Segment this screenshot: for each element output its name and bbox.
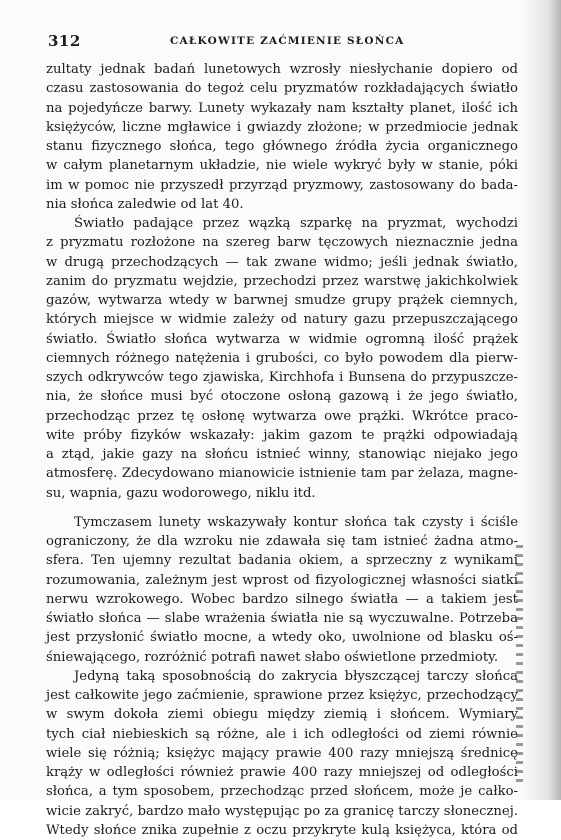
text-line: nia, że słońce musi być otoczone osłoną gazową i że jego światło, bbox=[46, 389, 518, 405]
text-line: czasu zastosowania do tegoż celu pryzmatów rozkładających światło bbox=[46, 81, 518, 97]
body-text bbox=[46, 60, 518, 840]
text-line: rozumowania, zależnym jest wprost od fizyologicznej własności siatki bbox=[46, 572, 518, 588]
text-line: słońca, a tym sposobem, przechodząc przed słońcem, może je całko- bbox=[46, 784, 518, 800]
page-edge-shadow bbox=[521, 0, 561, 800]
text-line: sfera. Ten ujemny rezultat badania okiem, a sprzeczny z wynikami bbox=[46, 553, 518, 569]
text-line: księżyców, liczne mgławice i gwiazdy złożone; w przedmiocie jednak bbox=[46, 119, 518, 135]
text-line: gazów, wytwarza wtedy w barwnej smudze grupy prążek ciemnych, bbox=[46, 293, 518, 308]
text-line: światło słońca — slabe wrażenia światła nie są wyczuwalne. Potrzeba bbox=[46, 611, 518, 626]
text-line: śniewającego, rozróżnić potrafi nawet słabo oświetlone przedmioty. bbox=[46, 649, 499, 665]
page-header bbox=[48, 32, 518, 50]
text-line: w całym planetarnym układzie, nie wiele wykryć były w stanie, póki bbox=[46, 158, 518, 174]
text-line: Jedyną taką sposobnością do zakrycia błyszczącej tarczy słońca bbox=[74, 668, 518, 684]
text-line: Tymczasem lunety wskazywały kontur słońca tak czysty i ściśle bbox=[74, 514, 518, 530]
text-line: su, wapnia, gazu wodorowego, niklu itd. bbox=[46, 485, 316, 501]
text-line: Wtedy słońce znika zupełnie z oczu przykryte kulą księżyca, która od bbox=[46, 822, 518, 838]
text-line: a ztąd, jakie gazy na słońcu istnieć winny, stanowiąc niejako jego bbox=[46, 447, 518, 462]
text-line: na pojedyńcze barwy. Lunety wykazały nam kształty planet, ilość ich bbox=[46, 100, 518, 116]
paragraph bbox=[46, 667, 518, 840]
paragraph bbox=[46, 513, 518, 667]
text-line: ograniczony, że dla wzroku nie zdawała się tam istnieć żadna atmo- bbox=[46, 534, 518, 549]
text-line: szych odkrywców tego zjawiska, Kirchhofa i Bunsena do przypuszcze- bbox=[46, 370, 518, 385]
text-line: zanim do pryzmatu wejdzie, przechodzi przez warstwę jakichkolwiek bbox=[46, 273, 518, 289]
text-line: wite próby fizyków wskazały: jakim gazom te prążki odpowiadają bbox=[46, 427, 518, 443]
text-line: światło. Światło słońca wytwarza w widmie ogromną ilość prążek bbox=[46, 331, 518, 347]
text-line: wiele się różnią; księżyc mający prawie 400 razy mniejszą średnicę bbox=[46, 745, 518, 761]
text-line: jest całkowite jego zaćmienie, sprawione przez księżyc, przechodzący bbox=[46, 688, 518, 703]
text-line: krąży w odległości również prawie 400 razy mniejszej od odległości bbox=[46, 765, 518, 780]
text-line: Światło padające przez wązką szparkę na pryzmat, wychodzi bbox=[74, 216, 518, 231]
text-line: wicie zakryć, bardzo mało występując po za granicę tarczy słonecznej. bbox=[46, 803, 518, 819]
text-line: w drugą przechodzących — tak zwane widmo; jeśli jednak światło, bbox=[46, 254, 518, 270]
text-line: których miejsce w widmie zależy od natury gazu przepuszczającego bbox=[46, 312, 518, 328]
paragraph bbox=[46, 214, 518, 503]
binding-edge-marks bbox=[516, 545, 523, 785]
text-line: jest przysłonić światło mocne, a wtedy oko, uwolnione od blasku oś- bbox=[46, 630, 518, 646]
text-line: atmosferę. Zdecydowano mianowicie istnienie tam par żelaza, magne- bbox=[46, 466, 518, 482]
text-line: przechodząc przez tę osłonę wytwarza owe prążki. Wkrótce praco- bbox=[46, 408, 518, 424]
text-line: ciemnych różnego natężenia i grubości, co było powodem dla pierw- bbox=[46, 350, 518, 366]
text-line: w swym dokoła ziemi obiegu między ziemią i słońcem. Wymiary bbox=[46, 707, 518, 723]
text-line: nerwu wzrokowego. Wobec bardzo silnego światła — a takiem jest bbox=[46, 591, 518, 607]
paragraph bbox=[46, 60, 518, 214]
paragraph-gap bbox=[46, 503, 518, 513]
text-line: tych ciał niebieskich są różne, ale i ich odległości od ziemi równie bbox=[46, 726, 518, 742]
text-line: z pryzmatu rozłożone na szereg barw tęczowych nieznacznie jedna bbox=[46, 235, 518, 251]
text-line: im w pomoc nie przyszedł przyrząd pryzmowy, zastosowany do bada- bbox=[46, 177, 518, 193]
text-line: nia słońca zaledwie od lat 40. bbox=[46, 196, 244, 212]
page-number: 312 bbox=[48, 32, 81, 50]
running-title: CAŁKOWITE ZAĆMIENIE SŁOŃCA bbox=[170, 35, 405, 47]
text-line: zultaty jednak badań lunetowych wzrosły niesłychanie dopiero od bbox=[46, 62, 518, 77]
text-line: stanu fizycznego słońca, tego głównego źródła życia organicznego bbox=[46, 139, 518, 154]
